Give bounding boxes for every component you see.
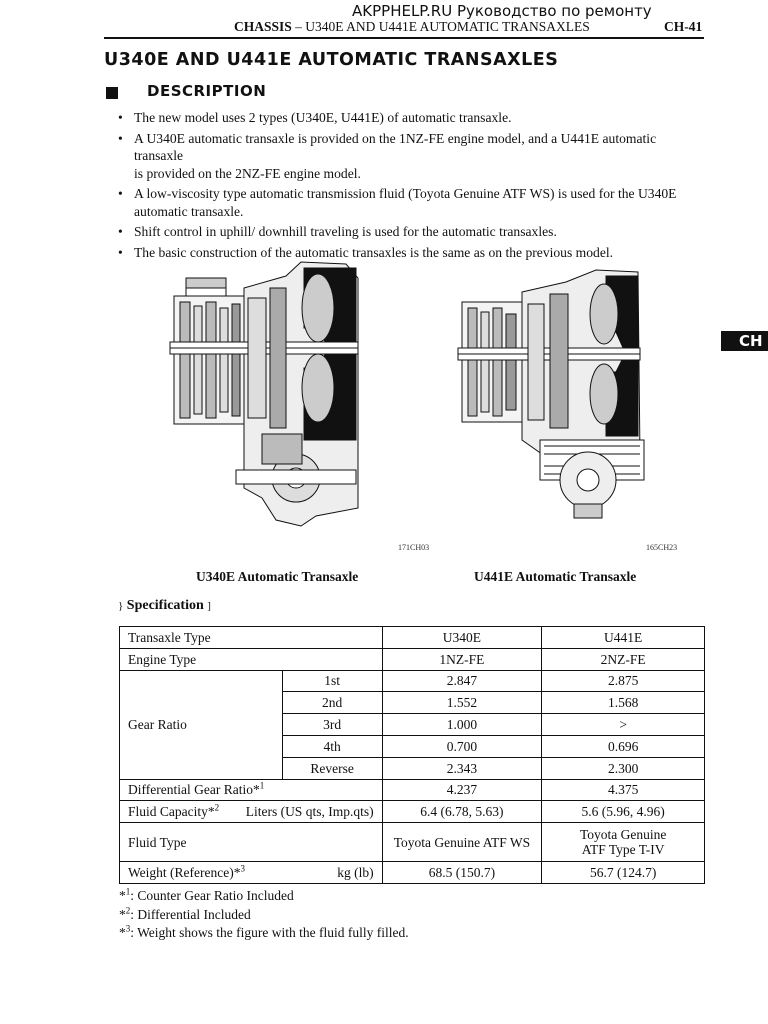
footnote-mark: 3 <box>240 863 245 874</box>
table-cell <box>542 823 705 862</box>
table-row <box>120 801 705 823</box>
table-cell: 2nd <box>282 692 382 714</box>
cell-label: Weight (Reference)* <box>128 865 241 881</box>
spec-heading-text: Specification <box>126 598 204 613</box>
bullet-icon: • <box>118 224 123 239</box>
table-cell: 0.700 <box>382 735 542 757</box>
table-cell: Reverse <box>282 757 382 779</box>
table-cell: 3rd <box>282 714 382 736</box>
table-cell: Fluid Type <box>120 823 383 862</box>
footnotes <box>119 887 409 943</box>
list-item <box>118 109 708 127</box>
bracket-close: ] <box>207 600 211 612</box>
table-cell: 1.000 <box>382 714 542 736</box>
footnote-text: : Weight shows the figure with the fluid fully filled. <box>130 925 409 940</box>
table-cell: Gear Ratio <box>120 670 283 779</box>
header-rule <box>104 37 704 39</box>
footnote-asterisk: * <box>119 925 126 940</box>
table-cell: 2.847 <box>382 670 542 692</box>
bullet-text-cont: automatic transaxle. <box>134 203 244 219</box>
spec-heading <box>118 598 211 614</box>
specification-table <box>119 626 705 884</box>
footnote-asterisk: * <box>119 888 126 903</box>
table-row <box>120 779 705 801</box>
table-cell: 0.696 <box>542 735 705 757</box>
table-cell: 4.237 <box>382 779 542 801</box>
table-cell: Toyota Genuine ATF WS <box>382 823 542 862</box>
footnote <box>119 906 409 925</box>
figure-caption-right: U441E Automatic Transaxle <box>474 569 637 584</box>
table-row <box>120 862 705 884</box>
table-row <box>120 648 705 670</box>
footnote-number: 1 <box>125 886 131 897</box>
table-cell: Transaxle Type <box>120 627 383 649</box>
list-item <box>118 130 708 183</box>
table-cell: 1st <box>282 670 382 692</box>
cell-label: Differential Gear Ratio* <box>128 782 260 798</box>
bullet-icon: • <box>118 186 123 201</box>
cell-line: Toyota Genuine <box>579 827 667 843</box>
table-cell: 1.552 <box>382 692 542 714</box>
footnote-text: : Counter Gear Ratio Included <box>130 888 294 903</box>
bullet-text: A low-viscosity type automatic transmission fluid (Toyota Genuine ATF WS) is used for the U340E <box>134 186 677 201</box>
header-section: CHASSIS <box>234 19 292 34</box>
table-cell: 2NZ-FE <box>542 648 705 670</box>
footnote-asterisk: * <box>119 906 126 922</box>
figure-code-right: 165CH23 <box>646 543 678 552</box>
footnote <box>119 924 409 943</box>
bullet-icon: • <box>118 130 123 146</box>
cell-line: ATF Type T-IV <box>581 842 665 858</box>
table-cell: 2.300 <box>542 757 705 779</box>
table-cell: 2.343 <box>382 757 542 779</box>
footnote-text: : Differential Included <box>130 906 251 922</box>
section-heading: DESCRIPTION <box>147 82 267 100</box>
page-title: U340E AND U441E AUTOMATIC TRANSAXLES <box>104 50 559 70</box>
chapter-tab: CH <box>721 331 768 351</box>
bullet-text: The basic construction of the automatic transaxles is the same as on the previous model. <box>134 244 614 260</box>
footnote-mark: 1 <box>259 780 265 791</box>
table-cell <box>120 779 383 801</box>
table-cell: 4.375 <box>542 779 705 801</box>
cell-unit: Liters (US qts, Imp.qts) <box>245 804 374 820</box>
cell-label: Fluid Capacity* <box>128 804 215 820</box>
table-cell <box>120 862 383 884</box>
table-row <box>120 627 705 649</box>
table-row <box>120 823 705 862</box>
section-square-icon <box>106 87 118 99</box>
bullet-text: The new model uses 2 types (U340E, U441E) of automatic transaxle. <box>134 110 512 125</box>
table-cell: 56.7 (124.7) <box>542 862 705 884</box>
list-item <box>118 223 708 241</box>
bullet-text: A U340E automatic transaxle is provided on the 1NZ-FE engine model, and a U441E automatic transaxle <box>134 130 657 163</box>
table-cell: 68.5 (150.7) <box>382 862 542 884</box>
description-list <box>118 109 708 264</box>
table-cell: 2.875 <box>542 670 705 692</box>
table-cell: 4th <box>282 735 382 757</box>
table-cell: U441E <box>542 627 705 649</box>
table-cell: U340E <box>382 627 542 649</box>
bullet-text: Shift control in uphill/ downhill traveling is used for the automatic transaxles. <box>134 224 557 239</box>
footnote-number: 2 <box>125 905 131 915</box>
bullet-icon: • <box>118 244 123 260</box>
watermark-text: AKPPHELP.RU Руководство по ремонту <box>352 2 652 20</box>
u441e-cutaway-diagram <box>456 268 676 522</box>
page-number: CH-41 <box>664 19 703 34</box>
running-header <box>234 19 590 35</box>
cell-unit: kg (lb) <box>337 865 374 881</box>
table-row <box>120 670 705 692</box>
header-subtitle: – U340E AND U441E AUTOMATIC TRANSAXLES <box>291 19 590 34</box>
figure-code-left: 171CH03 <box>398 543 430 552</box>
figure-caption-left: U340E Automatic Transaxle <box>196 569 359 584</box>
table-cell: > <box>542 714 705 736</box>
table-cell: 5.6 (5.96, 4.96) <box>542 801 705 823</box>
table-cell: Engine Type <box>120 648 383 670</box>
table-cell: 1.568 <box>542 692 705 714</box>
table-cell: 6.4 (6.78, 5.63) <box>382 801 542 823</box>
table-cell <box>120 801 383 823</box>
bullet-icon: • <box>118 110 123 125</box>
bullet-text-cont: is provided on the 2NZ-FE engine model. <box>134 165 361 181</box>
u340e-cutaway-diagram <box>166 258 366 530</box>
bracket-open: } <box>118 600 124 612</box>
footnote-number: 3 <box>125 923 131 934</box>
list-item <box>118 185 708 220</box>
table-cell: 1NZ-FE <box>382 648 542 670</box>
footnote-mark: 2 <box>214 802 220 813</box>
footnote <box>119 887 409 906</box>
